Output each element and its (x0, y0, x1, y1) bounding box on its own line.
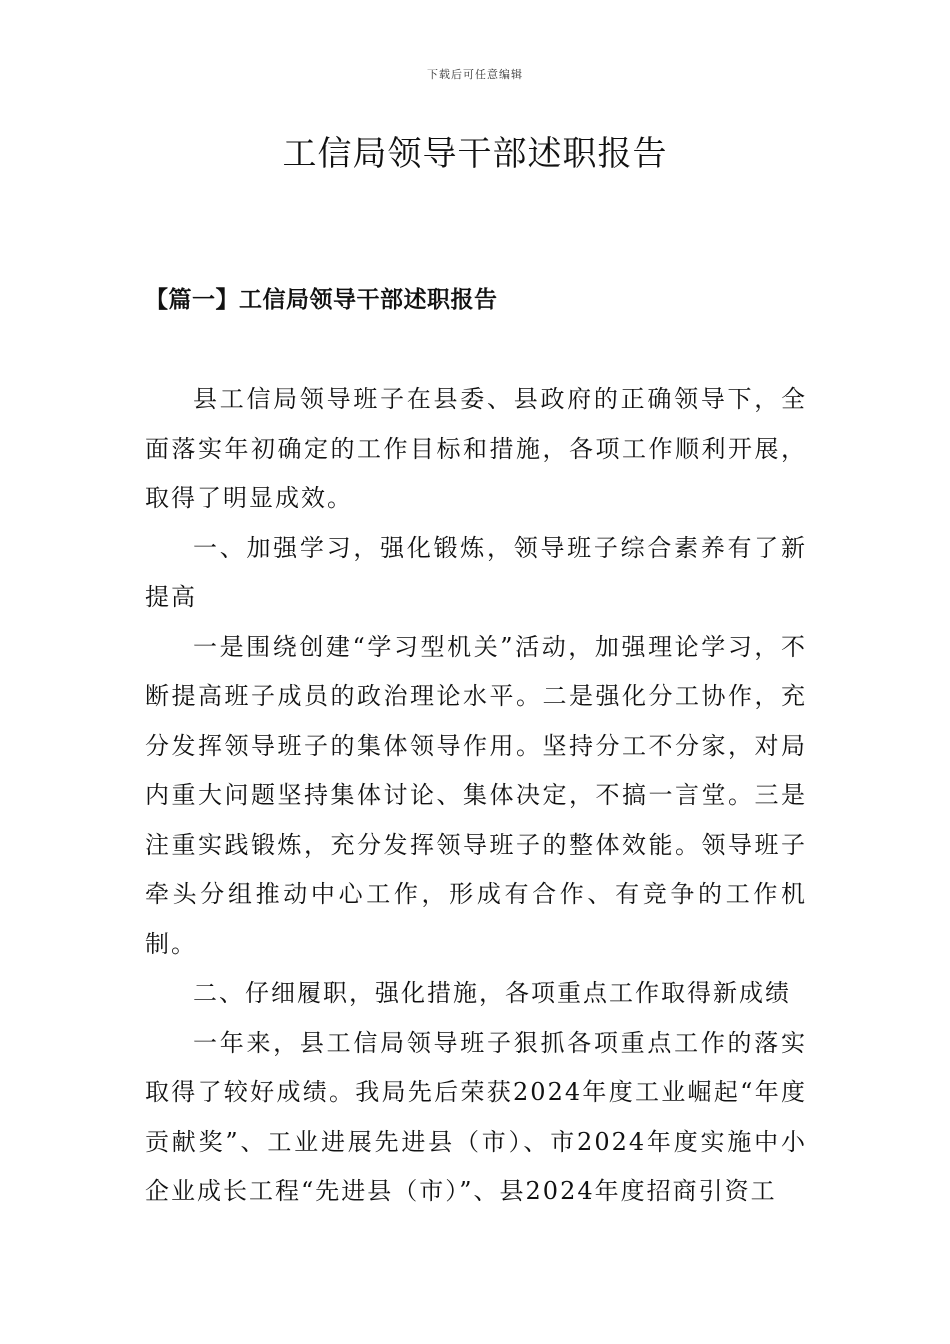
header-note: 下载后可任意编辑 (427, 68, 523, 81)
document-body (145, 375, 807, 1217)
subheading-two: 二、仔细履职，强化措施，各项重点工作取得新成绩 (193, 979, 791, 1007)
paragraph-achievements: 一年来，县工信局领导班子狠抓各项重点工作的落实取得了较好成绩。我局先后荣获2024年度工业崛起“年度贡献奖”、工业进展先进县（市）、市2024年度实施中小企业成长工程“先进县（市）”、县2024年度招商引资工 (145, 1028, 807, 1205)
document-title: 工信局领导干部述职报告 (282, 134, 668, 174)
subheading-one: 一、加强学习，强化锻炼，领导班子综合素养有了新提高 (145, 533, 807, 611)
paragraph-learning: 一是围绕创建“学习型机关”活动，加强理论学习，不断提高班子成员的政治理论水平。二是强化分工协作，充分发挥领导班子的集体领导作用。坚持分工不分家，对局内重大问题坚持集体讨论、集体决定，不搞一言堂。三是注重实践锻炼，充分发挥领导班子的整体效能。领导班子牵头分组推动中心工作，形成有合作、有竞争的工作机制。 (145, 632, 807, 958)
intro-paragraph: 县工信局领导班子在县委、县政府的正确领导下，全面落实年初确定的工作目标和措施，各项工作顺利开展，取得了明显成效。 (145, 385, 807, 512)
section-heading: 【篇一】工信局领导干部述职报告 (145, 286, 498, 313)
